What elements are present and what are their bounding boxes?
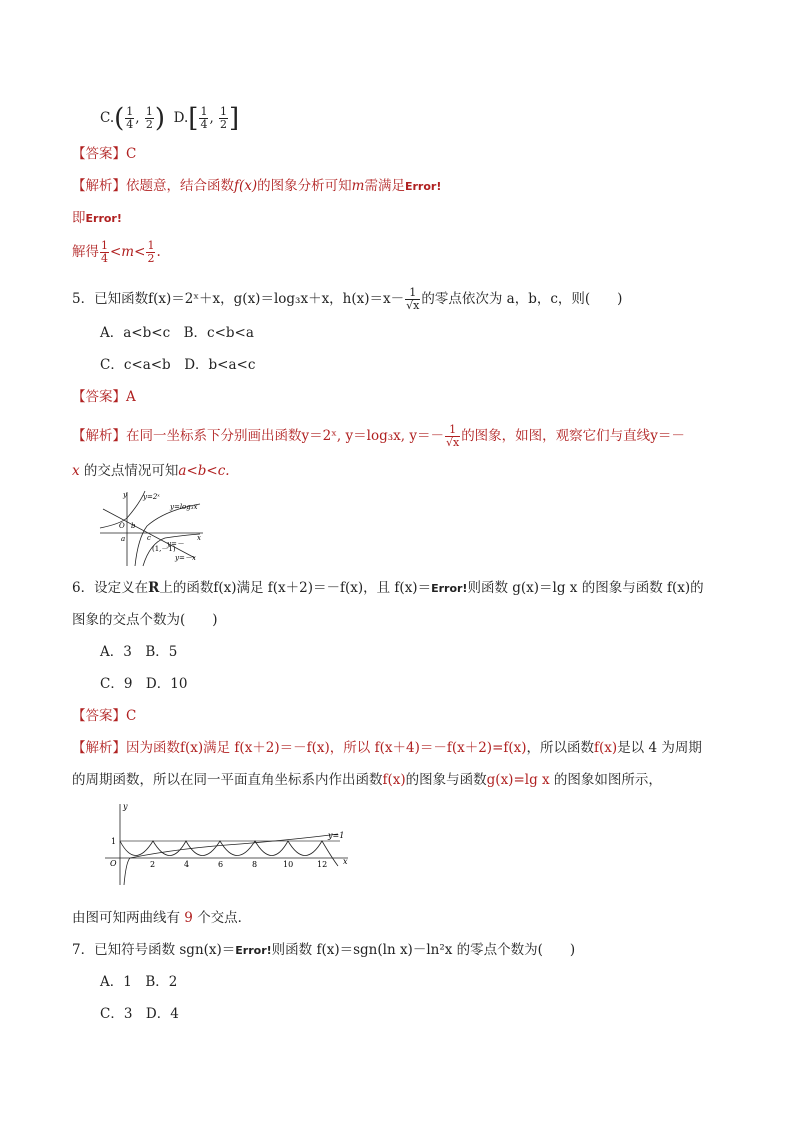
svg-text:10: 10: [283, 860, 294, 869]
svg-text:1: 1: [111, 837, 117, 846]
q7-option-cd: C．3 D．4: [100, 1006, 179, 1022]
q4-options-cd: C.( $\frac{1}{4}$ , $\frac{1}{2}$ ) D.[ $\frac{1}{4}$ , $\frac{1}{2}$ ]: [100, 103, 240, 134]
q5-analysis-2: x 的交点情况可知a<b<c.: [72, 463, 230, 479]
svg-text:2: 2: [150, 860, 156, 869]
q5-graph-figure: [95, 488, 210, 568]
q6-analysis-2: 的周期函数，所以在同一平面直角坐标系内作出函数f(x)的图象与函数g(x)=lg x 的图象如图所示，: [72, 772, 662, 788]
svg-text:x: x: [343, 857, 348, 866]
svg-text:y=1: y=1: [328, 831, 345, 840]
q5-option-ab: A．a<b<c B．c<b<a: [100, 325, 254, 341]
q4-then: 即Error!: [72, 210, 122, 226]
svg-text:b: b: [131, 522, 136, 530]
q5-analysis: 【解析】在同一坐标系下分别画出函数y＝2ˣ, y＝log₃x, y＝－ $\frac{1}{√x}$ 的图象，如图，观察它们与直线y＝－: [72, 423, 685, 449]
q6-graph-figure: [100, 800, 355, 890]
q5-answer: 【答案】A: [72, 389, 136, 405]
q4-solve: 解得 $\frac{1}{4}$ <m< $\frac{1}{2}$ .: [72, 239, 161, 265]
q6-analysis: 【解析】因为函数f(x)满足 f(x＋2)＝－f(x)，所以 f(x＋4)＝－f(x＋2)=f(x)，所以函数f(x)是以 4 为周期: [72, 740, 702, 756]
svg-text:a: a: [121, 535, 126, 543]
svg-text:y: y: [123, 802, 128, 811]
svg-text:x: x: [197, 534, 201, 542]
q6-stem: 6．设定义在R上的函数f(x)满足 f(x＋2)＝－f(x)，且 f(x)＝Error!则函数 g(x)＝lg x 的图象与函数 f(x)的: [72, 580, 704, 596]
svg-text:12: 12: [317, 860, 328, 869]
q7-stem: 7．已知符号函数 sgn(x)＝Error!则函数 f(x)＝sgn(ln x)－ln²x 的零点个数为( ): [72, 942, 576, 958]
svg-text:8: 8: [252, 860, 258, 869]
q6-conclusion: 由图可知两曲线有 9 个交点．: [72, 910, 252, 926]
svg-text:y=2ˣ: y=2ˣ: [143, 493, 160, 501]
q6-stem-2: 图象的交点个数为( ): [72, 612, 218, 628]
curve-lgx: [124, 834, 338, 885]
svg-text:(1,－1): (1,－1): [152, 545, 176, 553]
svg-text:O: O: [119, 522, 125, 530]
q4-answer: 【答案】C: [72, 146, 137, 162]
q4-analysis: 【解析】依题意，结合函数f(x)的图象分析可知m需满足Error!: [72, 178, 442, 194]
svg-text:4: 4: [184, 860, 190, 869]
q6-option-cd: C．9 D．10: [100, 676, 188, 692]
svg-text:y: y: [123, 491, 127, 499]
q6-option-ab: A．3 B．5: [100, 644, 178, 660]
svg-text:6: 6: [218, 860, 224, 869]
q5-option-cd: C．c<a<b D．b<a<c: [100, 357, 256, 373]
svg-text:c: c: [147, 534, 151, 542]
svg-text:y=－x: y=－x: [175, 554, 196, 562]
svg-text:y=－: y=－: [167, 540, 184, 548]
svg-text:y=log₃x: y=log₃x: [170, 503, 198, 511]
svg-text:O: O: [110, 859, 117, 868]
q7-option-ab: A．1 B．2: [100, 974, 178, 990]
q5-stem: 5．已知函数f(x)＝2ˣ＋x，g(x)＝log₃x＋x，h(x)＝x－ $\frac{1}{√x}$ 的零点依次为 a，b，c，则( ): [72, 286, 623, 312]
q6-answer: 【答案】C: [72, 708, 137, 724]
